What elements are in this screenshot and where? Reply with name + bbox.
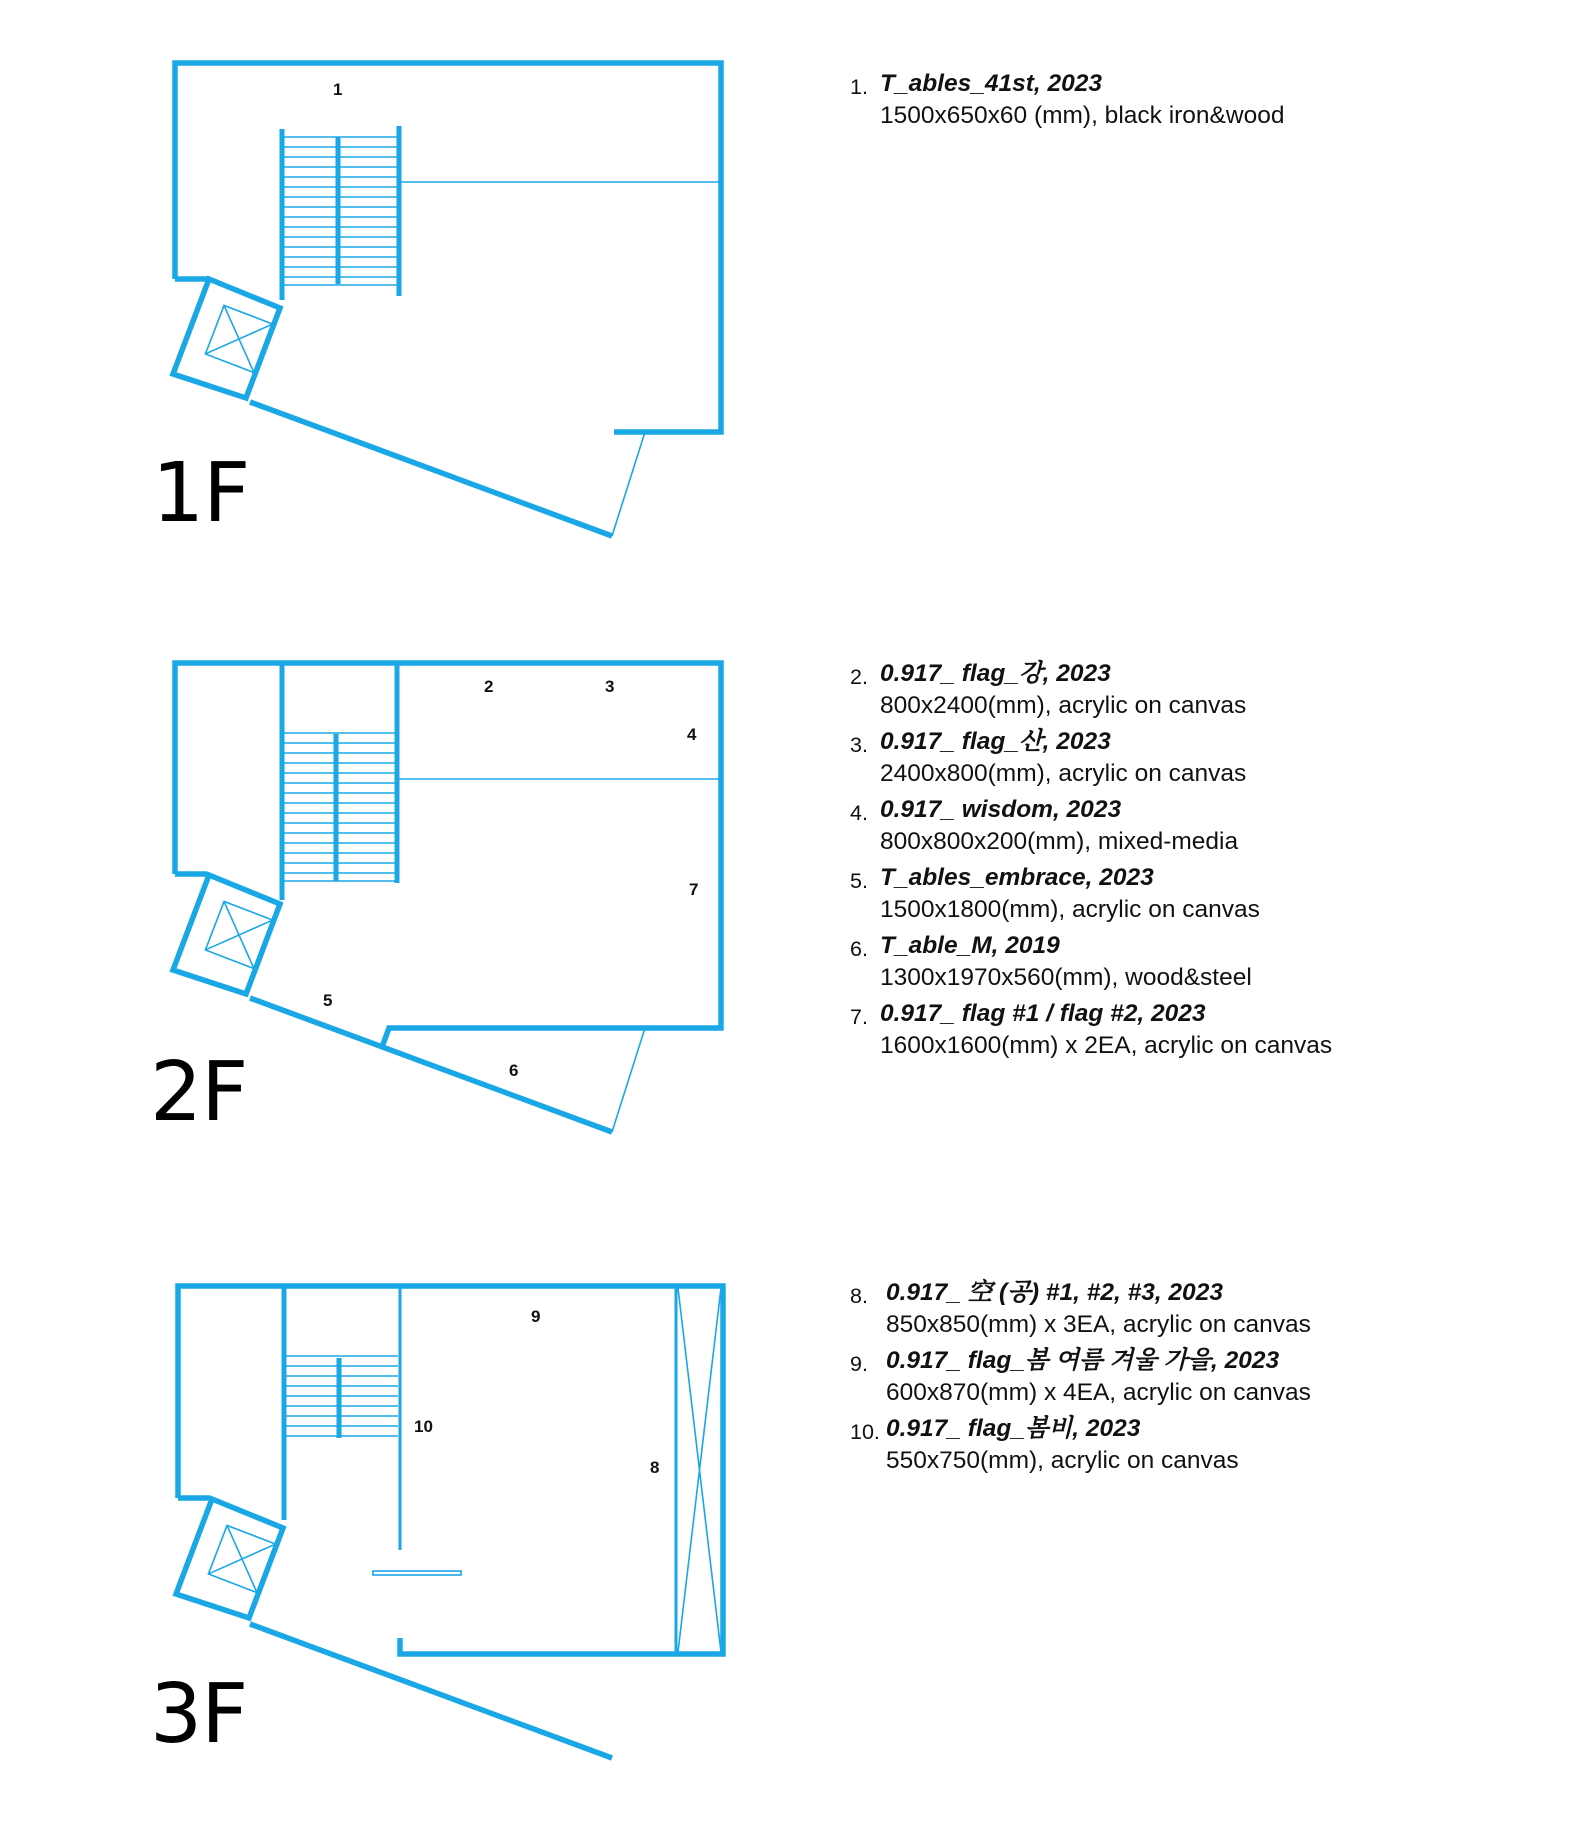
floor-plan-2f-drawing	[0, 600, 800, 1160]
work-detail: 850x850(mm) x 3EA, acrylic on canvas	[886, 1311, 1311, 1338]
work-list-3f	[850, 1277, 1311, 1481]
work-item: 7. 0.917_ flag #1 / flag #2, 2023 1600x1600(mm) x 2EA, acrylic on canvas	[850, 998, 1332, 1062]
work-title: 0.917_ 空 (공) #1, #2, #3, 2023	[886, 1279, 1223, 1306]
work-item: 1. T_ables_41st, 2023 1500x650x60 (mm), black iron&wood	[850, 68, 1284, 132]
elevator-shaft	[176, 1499, 283, 1618]
bench	[373, 1571, 461, 1575]
door-line	[612, 432, 645, 536]
work-title: 0.917_ flag #1 / flag #2, 2023	[880, 1000, 1206, 1027]
work-detail: 1500x1800(mm), acrylic on canvas	[880, 896, 1260, 923]
floor-label: 2F	[150, 1045, 248, 1140]
artwork-marker: 6	[509, 1061, 519, 1080]
artwork-marker: 9	[531, 1307, 541, 1326]
stair-treads	[286, 1356, 398, 1436]
artwork-marker: 2	[484, 677, 494, 696]
stair-treads	[284, 733, 395, 881]
elevator-shaft	[173, 875, 280, 994]
work-title: 0.917_ wisdom, 2023	[880, 796, 1122, 823]
work-title: T_able_M, 2019	[880, 932, 1060, 959]
work-detail: 1500x650x60 (mm), black iron&wood	[880, 102, 1285, 129]
work-detail: 550x750(mm), acrylic on canvas	[886, 1447, 1239, 1474]
door-line	[612, 1028, 645, 1132]
wall	[250, 402, 612, 536]
artwork-marker: 3	[605, 677, 615, 696]
work-item: 4. 0.917_ wisdom, 2023 800x800x200(mm), mixed-media	[850, 794, 1332, 858]
work-title: 0.917_ flag_산, 2023	[880, 728, 1111, 755]
work-detail: 800x800x200(mm), mixed-media	[880, 828, 1239, 855]
wall	[175, 663, 721, 1047]
work-item: 5. T_ables_embrace, 2023 1500x1800(mm), acrylic on canvas	[850, 862, 1332, 926]
work-title: 0.917_ flag_봄 여름 겨울 가을, 2023	[886, 1347, 1280, 1374]
work-detail: 1300x1970x560(mm), wood&steel	[880, 964, 1252, 991]
work-title: 0.917_ flag_강, 2023	[880, 660, 1111, 687]
artwork-marker: 7	[689, 880, 699, 899]
work-title: T_ables_embrace, 2023	[880, 864, 1154, 891]
floor-plan-1f-drawing	[0, 0, 800, 560]
floor-label: 3F	[150, 1667, 248, 1762]
work-item: 6. T_able_M, 2019 1300x1970x560(mm), wood&steel	[850, 930, 1332, 994]
work-detail: 1600x1600(mm) x 2EA, acrylic on canvas	[880, 1032, 1333, 1059]
work-list-2f	[850, 658, 1332, 1066]
wall	[178, 1286, 723, 1654]
work-detail: 600x870(mm) x 4EA, acrylic on canvas	[886, 1379, 1311, 1406]
work-item: 10. 0.917_ flag_봄비, 2023 550x750(mm), acrylic on canvas	[850, 1413, 1311, 1477]
work-title: 0.917_ flag_봄비, 2023	[886, 1415, 1141, 1442]
artwork-marker: 10	[414, 1417, 433, 1436]
work-item: 8. 0.917_ 空 (공) #1, #2, #3, 2023 850x850(mm) x 3EA, acrylic on canvas	[850, 1277, 1311, 1341]
floor-plan-3f-drawing	[0, 1220, 800, 1780]
floor-label: 1F	[152, 446, 250, 541]
work-item: 3. 0.917_ flag_산, 2023 2400x800(mm), acrylic on canvas	[850, 726, 1332, 790]
wall	[250, 1624, 612, 1758]
wall	[250, 998, 612, 1132]
work-detail: 2400x800(mm), acrylic on canvas	[880, 760, 1247, 787]
artwork-marker: 8	[650, 1458, 660, 1477]
artwork-marker: 4	[687, 725, 697, 744]
artwork-marker: 5	[323, 991, 333, 1010]
work-detail: 800x2400(mm), acrylic on canvas	[880, 692, 1247, 719]
work-list-1f	[850, 68, 1284, 136]
work-item: 2. 0.917_ flag_강, 2023 800x2400(mm), acrylic on canvas	[850, 658, 1332, 722]
work-title: T_ables_41st, 2023	[880, 70, 1103, 97]
elevator-shaft	[173, 279, 280, 398]
work-item: 9. 0.917_ flag_봄 여름 겨울 가을, 2023 600x870(mm) x 4EA, acrylic on canvas	[850, 1345, 1311, 1409]
artwork-marker: 1	[333, 80, 343, 99]
